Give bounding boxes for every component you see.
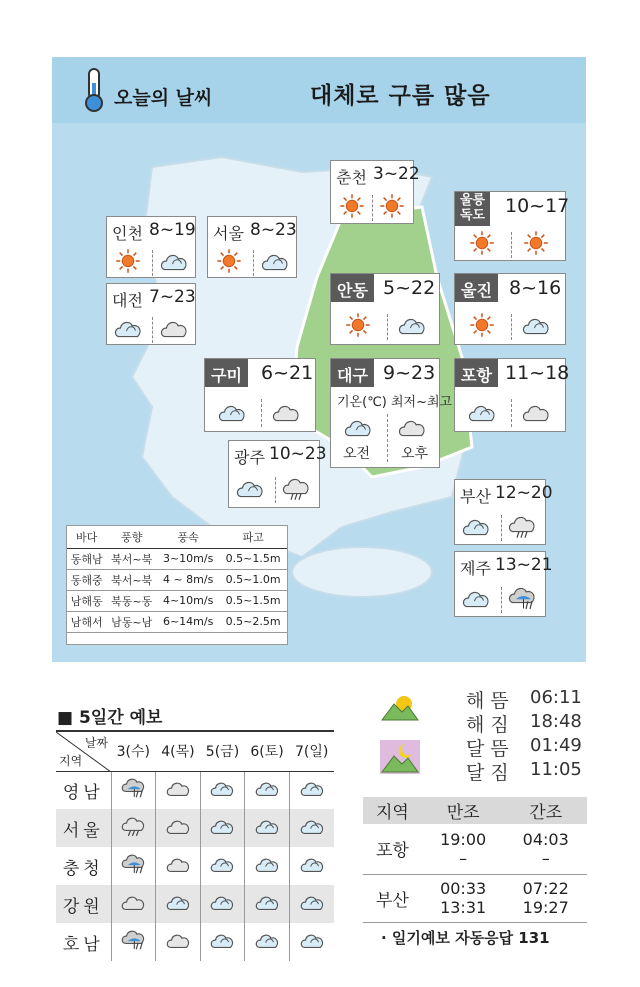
forecast-region: 호남 (62, 934, 104, 955)
sunny-icon (113, 248, 143, 274)
city-name: 제주 (460, 559, 491, 578)
date-header: 3(수) (111, 731, 156, 771)
date-header: 7(일) (289, 731, 334, 771)
sunset-icon (380, 690, 420, 724)
city-card-gwangju (228, 440, 327, 508)
map-header (52, 57, 586, 123)
city-card-incheon (106, 216, 196, 278)
tide-region: 부산 (363, 874, 422, 922)
tide-high: 00:33 13:31 (422, 874, 505, 922)
city-card-andong (330, 273, 440, 345)
city-temp: 13~21 (495, 555, 553, 575)
forecast-region: 서울 (56, 809, 111, 847)
sun-moon-value: 11:05 (530, 759, 582, 780)
sea-cell: 북서~북 (106, 569, 157, 590)
sun-moon-row (466, 734, 586, 758)
forecast-region: 영남 (62, 782, 104, 803)
city-temp: 8~19 (149, 220, 196, 240)
partly-cloudy-icon (209, 936, 235, 955)
tide-table (363, 797, 587, 923)
rain-icon (120, 784, 146, 803)
city-card-chuncheon (330, 160, 420, 224)
cloudy-icon (165, 822, 191, 841)
sea-cell: 4 ~ 8m/s (157, 569, 219, 590)
forecast-cell (245, 809, 290, 847)
sun-moon-label: 달 뜸 (466, 738, 509, 760)
forecast-cell (111, 847, 156, 885)
sea-cell: 남해동 (67, 590, 106, 611)
sunny-icon (377, 193, 407, 219)
header-summary: 대체로 구름 많음 (310, 83, 491, 109)
partly-cloudy-icon (461, 513, 491, 539)
sea-cell: 6~14m/s (157, 611, 219, 632)
tide-low: 04:03 – (504, 824, 587, 874)
city-card-seoul (207, 216, 297, 278)
forecast-cell (111, 809, 156, 847)
sea-cell: 4~10m/s (157, 590, 219, 611)
tide-high: 19:00 – (422, 824, 505, 874)
partly-cloudy-icon (217, 399, 247, 425)
sea-cell: 북동~동 (106, 590, 157, 611)
city-card-daejeon (106, 283, 196, 345)
rain-icon (120, 860, 146, 879)
forecast-row (56, 885, 334, 923)
forecast-cell (289, 809, 334, 847)
sea-cell: 동해남 (67, 548, 106, 569)
city-temp: 5~22 (383, 277, 436, 299)
forecast-cell (245, 847, 290, 885)
sunny-icon (467, 230, 497, 256)
cloudy-icon (271, 399, 301, 425)
partly-cloudy-icon (254, 860, 280, 879)
sun-moon-value: 18:48 (530, 711, 582, 732)
rain-icon (120, 936, 146, 955)
city-name: 안동 (331, 274, 374, 302)
legend-caption: 기온(℃) 최저~최고 (337, 395, 453, 410)
cloudy-icon (165, 936, 191, 955)
forecast-row (56, 923, 334, 961)
cloudy-rain-icon (120, 822, 146, 841)
forecast-cell (245, 923, 290, 961)
city-temp: 6~21 (261, 362, 314, 384)
forecast-cell (200, 923, 245, 961)
sea-row (67, 569, 287, 590)
date-header: 6(토) (245, 731, 290, 771)
partly-cloudy-icon (209, 784, 235, 803)
tide-header: 지역 (363, 797, 422, 824)
sea-cell: 3~10m/s (157, 548, 219, 569)
sea-row (67, 548, 287, 569)
sea-header: 파고 (219, 526, 287, 548)
city-temp: 9~23 (383, 362, 436, 384)
city-card-jeju (454, 551, 553, 617)
tide-low: 07:22 19:27 (504, 874, 587, 922)
header-title: 오늘의 날씨 (114, 87, 213, 109)
partly-cloudy-icon (461, 585, 491, 611)
sun-moon-row (466, 758, 586, 782)
partly-cloudy-icon (299, 784, 325, 803)
sunny-icon (521, 230, 551, 256)
sun-moon-value: 01:49 (530, 735, 582, 756)
city-card-uljin (454, 273, 566, 345)
city-name: 춘천 (336, 168, 367, 187)
partly-cloudy-icon (235, 475, 265, 501)
forecast-row (56, 809, 334, 847)
cloudy-icon (120, 898, 146, 917)
sun-moon-row (466, 686, 586, 710)
forecast-cell (245, 771, 290, 809)
tide-region: 포항 (363, 824, 422, 874)
partly-cloudy-icon (521, 312, 551, 338)
partly-cloudy-icon (254, 936, 280, 955)
city-card-busan (454, 479, 553, 545)
partly-cloudy-icon (113, 315, 143, 341)
sun-moon-label: 달 짐 (466, 762, 509, 784)
partly-cloudy-icon (260, 248, 290, 274)
sea-cell: 동해중 (67, 569, 106, 590)
partly-cloudy-icon (254, 822, 280, 841)
city-name: 울릉 독도 (455, 192, 490, 226)
partly-cloudy-icon (397, 312, 427, 338)
thermometer-icon (80, 67, 108, 113)
partly-cloudy-icon (254, 898, 280, 917)
sea-cell: 0.5~2.5m (219, 611, 287, 632)
tide-row (363, 874, 587, 922)
city-temp: 3~22 (373, 164, 420, 184)
forecast-cell (289, 885, 334, 923)
city-temp: 8~16 (509, 277, 562, 299)
cloudy-icon (397, 414, 427, 440)
sea-header: 풍속 (157, 526, 219, 548)
forecast-cell (111, 771, 156, 809)
sunny-icon (337, 193, 367, 219)
city-temp: 7~23 (149, 287, 196, 307)
tide-header: 간조 (504, 797, 587, 824)
city-card-daegu (330, 358, 453, 468)
forecast-cell (111, 923, 156, 961)
partly-cloudy-icon (299, 860, 325, 879)
moon-mountain-icon (380, 740, 420, 774)
cloudy-icon (165, 784, 191, 803)
city-name: 울진 (455, 274, 498, 302)
city-name: 부산 (460, 487, 491, 506)
city-card-pohang (454, 358, 570, 432)
forecast-cell (289, 923, 334, 961)
five-day-title: ■ 5일간 예보 (57, 708, 163, 728)
partly-cloudy-icon (299, 936, 325, 955)
rain-icon (507, 585, 537, 611)
sunny-icon (214, 248, 244, 274)
cloudy-icon (521, 399, 551, 425)
sunny-icon (467, 312, 497, 338)
date-header: 4(목) (156, 731, 201, 771)
partly-cloudy-icon (165, 898, 191, 917)
city-temp: 10~17 (505, 195, 570, 217)
cloudy-rain-icon (507, 513, 537, 539)
partly-cloudy-icon (299, 822, 325, 841)
sea-cell: 0.5~1.5m (219, 548, 287, 569)
cloudy-icon (159, 315, 189, 341)
date-header: 5(금) (200, 731, 245, 771)
sun-moon-list (466, 686, 586, 782)
sea-cell: 북서~북 (106, 548, 157, 569)
city-name: 포항 (455, 359, 498, 387)
city-name: 인천 (112, 224, 143, 243)
partly-cloudy-icon (467, 399, 497, 425)
sunny-icon (343, 312, 373, 338)
city-temp: 8~23 (250, 220, 297, 240)
forecast-row (56, 771, 334, 809)
ars-footer: · 일기예보 자동응답 131 (381, 929, 550, 947)
forecast-cell (200, 847, 245, 885)
forecast-cell (156, 847, 201, 885)
forecast-row (56, 847, 334, 885)
sea-cell: 0.5~1.0m (219, 569, 287, 590)
partly-cloudy-icon (159, 248, 189, 274)
sea-row (67, 611, 287, 632)
sun-moon-value: 06:11 (530, 687, 582, 708)
forecast-cell (156, 809, 201, 847)
partly-cloudy-icon (209, 898, 235, 917)
partly-cloudy-icon (343, 414, 373, 440)
partly-cloudy-icon (209, 860, 235, 879)
forecast-cell (200, 771, 245, 809)
sea-cell: 남동~남 (106, 611, 157, 632)
city-temp: 12~20 (495, 483, 553, 503)
sun-moon-label: 해 짐 (466, 714, 509, 736)
sea-row (67, 590, 287, 611)
cloudy-icon (165, 860, 191, 879)
sun-moon-row (466, 710, 586, 734)
sun-moon-label: 해 뜸 (466, 690, 509, 712)
partly-cloudy-icon (299, 898, 325, 917)
city-card-gumi (204, 358, 316, 432)
forecast-cell (156, 771, 201, 809)
forecast-region: 충청 (62, 858, 104, 879)
corner-cell (56, 731, 111, 771)
forecast-cell (156, 885, 201, 923)
city-name: 광주 (234, 448, 265, 467)
forecast-cell (111, 885, 156, 923)
city-name: 서울 (213, 224, 244, 243)
legend-am: 오전 (343, 446, 371, 462)
corner-top: 날짜 (84, 736, 108, 750)
jeju-island (292, 547, 432, 597)
forecast-cell (200, 885, 245, 923)
legend-pm: 오후 (401, 446, 429, 462)
tide-row (363, 824, 587, 874)
tide-header: 만조 (422, 797, 505, 824)
cloudy-rain-icon (281, 475, 311, 501)
forecast-region: 강원 (56, 885, 111, 923)
city-temp: 10~23 (269, 444, 327, 464)
city-name: 구미 (205, 359, 248, 387)
five-day-table (56, 730, 334, 961)
sea-cell: 남해서 (67, 611, 106, 632)
sea-header: 바다 (67, 526, 106, 548)
partly-cloudy-icon (209, 822, 235, 841)
city-name: 대전 (112, 291, 143, 310)
sea-cell: 0.5~1.5m (219, 590, 287, 611)
forecast-cell (289, 847, 334, 885)
city-card-ulleung (454, 191, 570, 261)
city-name: 대구 (331, 359, 374, 387)
forecast-cell (245, 885, 290, 923)
corner-bottom: 지역 (59, 753, 83, 768)
sea-conditions-table (66, 525, 288, 645)
partly-cloudy-icon (254, 784, 280, 803)
sea-header: 풍향 (106, 526, 157, 548)
forecast-cell (289, 771, 334, 809)
forecast-cell (156, 923, 201, 961)
city-temp: 11~18 (505, 362, 570, 384)
forecast-cell (200, 809, 245, 847)
